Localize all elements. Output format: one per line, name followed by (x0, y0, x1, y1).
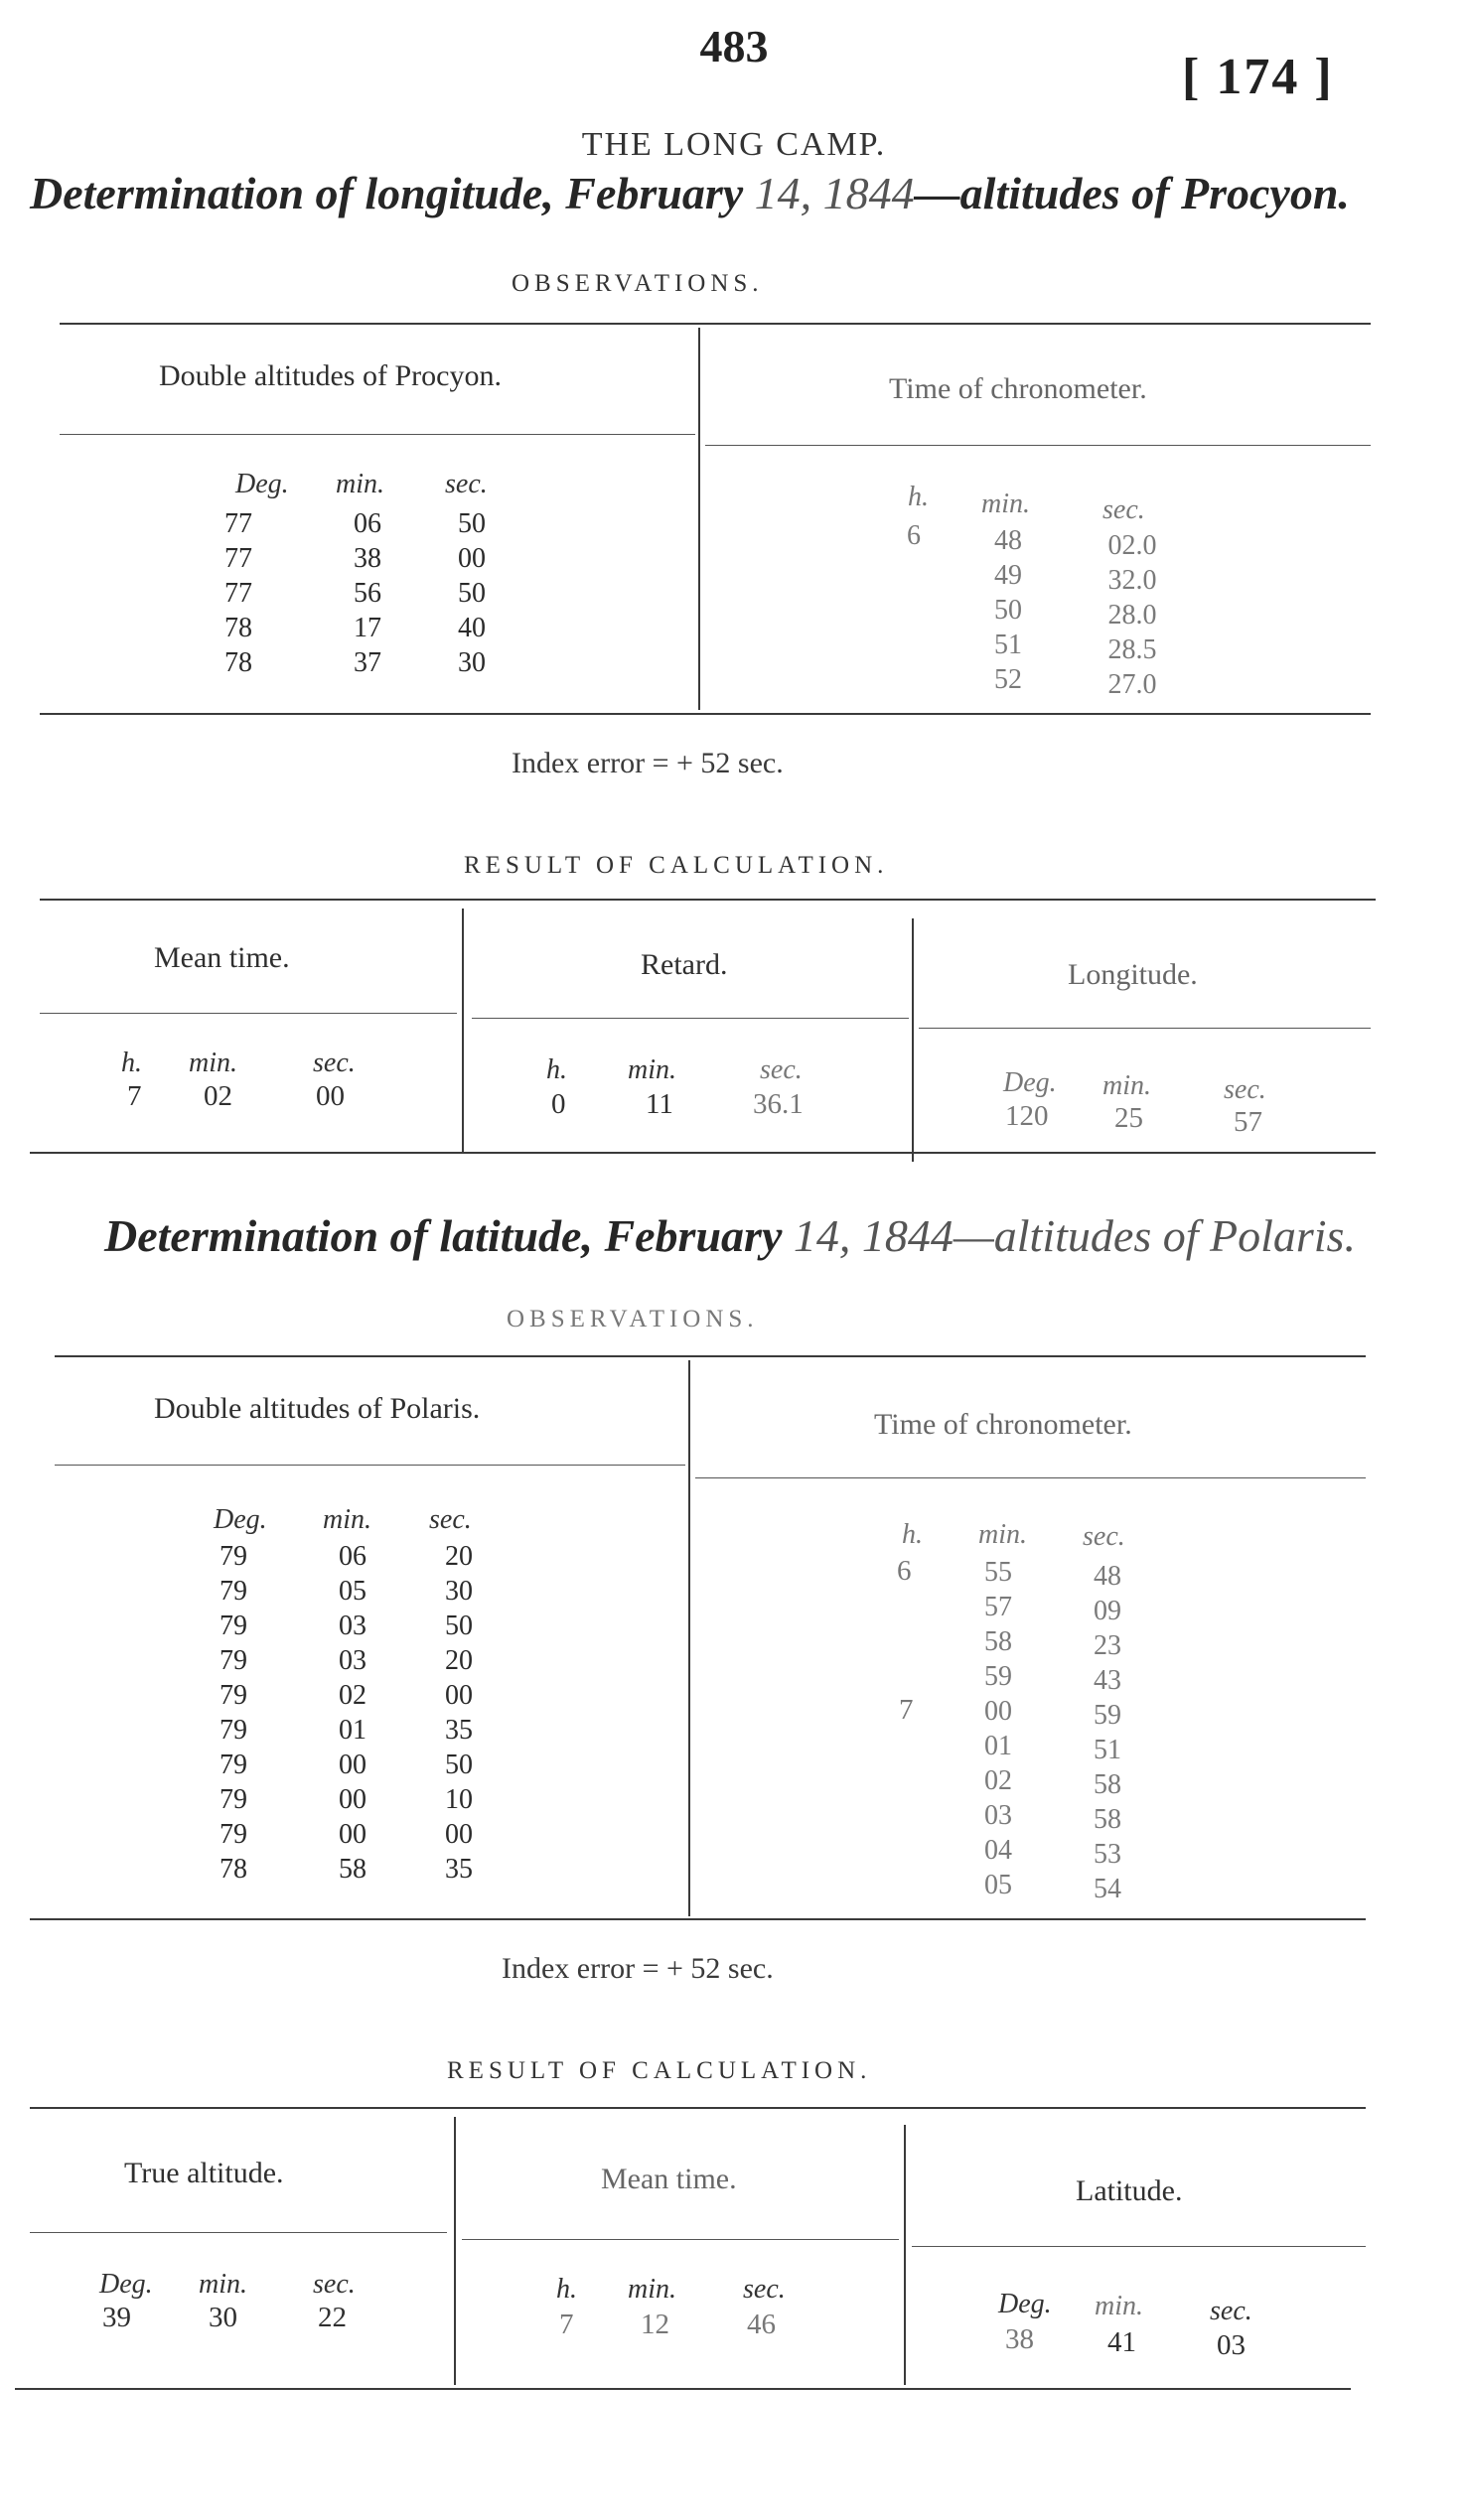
column-divider (688, 1360, 690, 1916)
latitude-header: Latitude. (1076, 2174, 1183, 2207)
polaris-time-sec-column: 48 09 23 43 59 51 58 58 53 54 (1094, 1561, 1121, 1904)
retard-h-value: 0 (551, 1088, 566, 1120)
h-subheader: h. (908, 482, 929, 512)
table-rule (30, 1918, 1366, 1920)
h-subheader: h. (902, 1519, 923, 1550)
true-altitude-min: min. (199, 2269, 247, 2300)
header-rule (30, 2232, 447, 2233)
table-rule (55, 1355, 1366, 1357)
longitude-min: min. (1102, 1070, 1151, 1101)
header-rule (55, 1465, 685, 1466)
retard-h: h. (546, 1054, 567, 1085)
true-altitude-sec: sec. (313, 2269, 356, 2300)
min-subheader: min. (323, 1504, 371, 1535)
mean-time-sec: sec. (743, 2274, 786, 2305)
procyon-time-sec-column: 02.0 32.0 28.0 28.5 27.0 (1107, 530, 1157, 700)
mean-time-h: h. (556, 2274, 577, 2305)
retard-sec-value: 36.1 (753, 1088, 804, 1120)
polaris-altitudes-header: Double altitudes of Polaris. (154, 1392, 481, 1425)
deg-subheader: Deg. (235, 469, 289, 499)
header-rule (40, 1013, 457, 1014)
mean-time-sec-value: 46 (747, 2309, 776, 2340)
sec-subheader: sec. (445, 469, 488, 499)
latitude-title: Determination of latitude, February 14, 1844—altitudes of Polaris. (104, 1210, 1356, 1261)
table-rule (60, 323, 1371, 325)
latitude-min: min. (1095, 2291, 1143, 2321)
header-rule (919, 1028, 1371, 1029)
sec-subheader: sec. (1083, 1521, 1125, 1552)
polaris-time-header: Time of chronometer. (874, 1408, 1132, 1441)
polaris-deg-column: 79 79 79 79 79 79 79 79 79 78 (220, 1541, 247, 1885)
longitude-observations-label: OBSERVATIONS. (512, 270, 764, 297)
plate-number: [ 174 ] (1182, 49, 1334, 105)
page-number: 483 (699, 21, 769, 71)
polaris-sec-column: 20 30 50 20 00 35 50 10 00 35 (445, 1541, 473, 1885)
mean-time-h: h. (121, 1048, 142, 1078)
procyon-time-header: Time of chronometer. (889, 372, 1147, 405)
true-altitude-min-value: 30 (209, 2302, 237, 2333)
true-altitude-deg: Deg. (99, 2269, 153, 2300)
procyon-altitudes-header: Double altitudes of Procyon. (159, 359, 502, 392)
polaris-hour-7: 7 (899, 1694, 914, 1726)
mean-time-min-value: 12 (641, 2309, 669, 2340)
mean-time-min-value: 02 (204, 1080, 232, 1112)
polaris-time-min-column: 55 57 58 59 00 01 02 03 04 05 (984, 1557, 1012, 1900)
column-divider (698, 328, 700, 710)
header-rule (60, 434, 695, 435)
polaris-index-error: Index error = + 52 sec. (502, 1952, 774, 1985)
column-divider (462, 909, 464, 1152)
mean-time-min: min. (189, 1048, 237, 1078)
min-subheader: min. (981, 489, 1030, 519)
column-divider (904, 2125, 906, 2385)
procyon-sec-column: 50 00 50 40 30 (458, 508, 486, 678)
table-rule (30, 2107, 1366, 2109)
latitude-result-label: RESULT OF CALCULATION. (447, 2057, 872, 2084)
mean-time-header: Mean time. (601, 2163, 737, 2195)
latitude-deg-value: 38 (1005, 2323, 1034, 2355)
sec-subheader: sec. (1102, 494, 1145, 525)
longitude-result-label: RESULT OF CALCULATION. (464, 852, 889, 879)
procyon-hour-column: 6 (907, 520, 921, 551)
mean-time-min: min. (628, 2274, 676, 2305)
longitude-sec: sec. (1224, 1074, 1266, 1105)
table-rule (40, 899, 1376, 901)
header-rule (695, 1477, 1366, 1478)
sec-subheader: sec. (429, 1504, 472, 1535)
longitude-title: Determination of longitude, February 14, 1844—altitudes of Procyon. (30, 168, 1350, 218)
header-rule (472, 1018, 909, 1019)
latitude-observations-label: OBSERVATIONS. (507, 1306, 759, 1332)
table-rule (30, 1152, 1376, 1154)
retard-sec: sec. (760, 1054, 803, 1085)
true-altitude-deg-value: 39 (102, 2302, 131, 2333)
longitude-deg-value: 120 (1005, 1100, 1049, 1132)
table-rule (15, 2388, 1351, 2390)
header-rule (705, 445, 1371, 446)
retard-min-value: 11 (646, 1088, 673, 1120)
polaris-min-column: 06 05 03 03 02 01 00 00 00 58 (339, 1541, 367, 1885)
min-subheader: min. (978, 1519, 1027, 1550)
latitude-deg: Deg. (998, 2289, 1052, 2319)
header-rule (912, 2246, 1366, 2247)
longitude-min-value: 25 (1114, 1102, 1143, 1134)
column-divider (454, 2117, 456, 2385)
polaris-hour-6: 6 (897, 1555, 912, 1587)
mean-time-sec-value: 00 (316, 1080, 345, 1112)
true-altitude-header: True altitude. (124, 2157, 284, 2189)
table-rule (40, 713, 1371, 715)
column-divider (912, 918, 914, 1162)
min-subheader: min. (336, 469, 384, 499)
deg-subheader: Deg. (214, 1504, 267, 1535)
longitude-header: Longitude. (1068, 958, 1198, 991)
mean-time-sec: sec. (313, 1048, 356, 1078)
latitude-sec: sec. (1210, 2296, 1252, 2326)
procyon-index-error: Index error = + 52 sec. (512, 747, 784, 779)
mean-time-header: Mean time. (154, 941, 290, 974)
longitude-deg: Deg. (1003, 1067, 1057, 1098)
procyon-min-column: 06 38 56 17 37 (354, 508, 381, 678)
mean-time-h-value: 7 (127, 1080, 142, 1112)
retard-min: min. (628, 1054, 676, 1085)
latitude-sec-value: 03 (1217, 2329, 1246, 2361)
procyon-time-min-column: 48 49 50 51 52 (994, 525, 1022, 695)
mean-time-h-value: 7 (559, 2309, 574, 2340)
longitude-sec-value: 57 (1234, 1106, 1262, 1138)
header-rule (462, 2239, 899, 2240)
running-head: THE LONG CAMP. (581, 126, 887, 163)
latitude-min-value: 41 (1107, 2326, 1136, 2358)
true-altitude-sec-value: 22 (318, 2302, 347, 2333)
procyon-deg-column: 77 77 77 78 78 (224, 508, 252, 678)
retard-header: Retard. (641, 948, 728, 981)
